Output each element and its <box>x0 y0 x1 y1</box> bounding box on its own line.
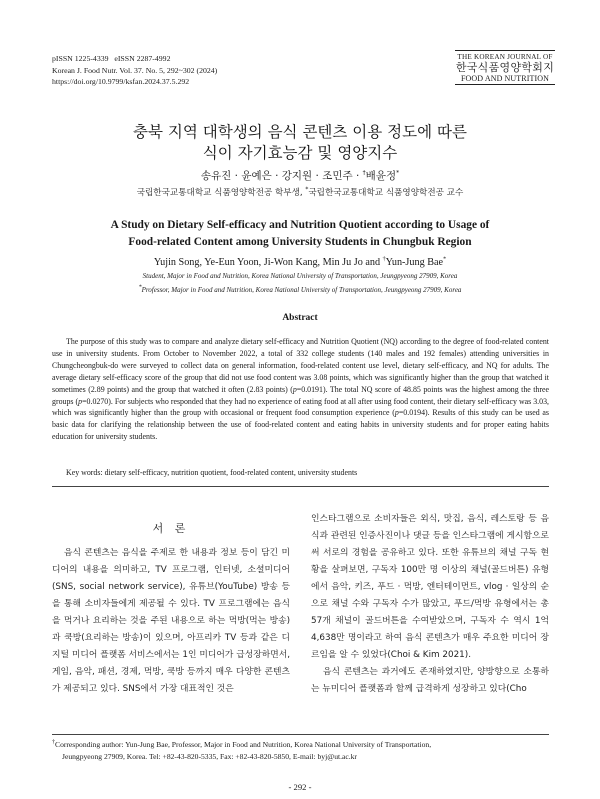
abstract-text-2: =0.0191). The total NQ score of 48.85 points was the highest among the three groups ( <box>52 384 550 406</box>
abstract-text-4: =0.0194). Results of this study can be used as basic data for clarifying the relationship between the use of food-related content and eating habits in university students and for proper eating habits education for university students. <box>52 408 550 442</box>
title-ko-line1: 충북 지역 대학생의 음식 콘텐츠 이용 정도에 따른 <box>133 123 467 141</box>
keywords: Key words: dietary self-efficacy, nutrition quotient, food-related content, university students <box>66 468 358 477</box>
affil-star: * <box>138 284 142 291</box>
affiliation-ko <box>0 186 600 198</box>
journal-name-en-bottom: FOOD AND NUTRITION <box>455 74 555 85</box>
corresponding-mark: † <box>362 169 366 177</box>
affiliation-en-1: Student, Major in Food and Nutrition, Korea National University of Transportation, Jeungpyeong 27909, Korea <box>142 272 458 280</box>
left-column <box>52 545 290 698</box>
corresponding-mark: † <box>382 256 386 263</box>
affiliation-en-2 <box>0 286 600 294</box>
corresponding-author-footnote <box>52 739 552 763</box>
abstract-text-3: =0.0270). For subjects who responded that they had no experience of eating food at all after using food content, their dietary self-efficacy was 3.03, which was significantly higher than the group with occasional or frequent food consumption experience ( <box>52 396 549 418</box>
affil-star: * <box>443 256 447 263</box>
page-number: - 292 - <box>288 782 312 792</box>
affil-star: * <box>305 186 309 194</box>
affil-ko-part2: 국립한국교통대학교 식품영양학전공 교수 <box>308 188 464 198</box>
divider <box>52 486 549 487</box>
journal-name-ko: 한국식품영양학회지 <box>455 61 555 74</box>
p-symbol: p <box>78 396 83 406</box>
title-en-line1: A Study on Dietary Self-efficacy and Nutrition Quotient according to Usage of <box>110 219 490 231</box>
journal-logo <box>455 50 555 85</box>
footnote-divider <box>52 734 549 735</box>
affil-star: * <box>396 169 400 177</box>
p-symbol: p <box>394 408 399 418</box>
p-symbol: p <box>292 384 297 394</box>
title-en-line2: Food-related Content among University Students in Chungbuk Region <box>128 236 472 248</box>
affil-ko-part1: 국립한국교통대학교 식품영양학전공 학부생, <box>136 188 306 198</box>
right-paragraph-2: 음식 콘텐츠는 과거에도 존재하였지만, 양방향으로 소통하는 뉴미디어 플랫폼과 함께 급격하게 성장하고 있다(Cho <box>311 667 549 694</box>
affiliation-en-2-text: Professor, Major in Food and Nutrition, Korea National University of Transportation, Jeungpyeong 27909, Korea <box>141 286 462 294</box>
right-column <box>311 511 549 698</box>
authors-en <box>0 257 600 268</box>
citation-line: Korean J. Food Nutr. Vol. 37. No. 5, 292~302 (2024) <box>52 65 218 75</box>
doi-link[interactable]: https://doi.org/10.9799/ksfan.2024.37.5.292 <box>52 77 190 86</box>
footnote-line-2: Jeungpyeong 27909, Korea. Tel: +82-43-820-5335, Fax: +82-43-820-5850, E-mail: byj@ut.ac.kr <box>62 752 357 761</box>
journal-logo-rule <box>455 50 555 51</box>
paper-title-ko <box>0 122 600 164</box>
footnote-line-1: Corresponding author: Yun-Jung Bae, Professor, Major in Food and Nutrition, Korea National University of Transportation, <box>55 740 432 749</box>
authors-en-list: Yujin Song, Ye-Eun Yoon, Ji-Won Kang, Min Ju Jo and <box>153 257 383 268</box>
left-paragraph-1: 음식 콘텐츠는 음식을 주제로 한 내용과 정보 등이 담긴 미디어의 내용을 의미하고, TV 프로그램, 인터넷, 소셜미디어(SNS, social network service), 유튜브(YouTube) 방송 등을 통해 소비자들에게 제공될 수 있다. TV 프로그램에는 음식을 먹거나 요리하는 것을 주된 내용으로 하는 먹방(먹는 방송)과 쿡방(요리하는 방송)이 있으며, 아프리카 TV 등과 같은 디지털 미디어 플랫폼 서비스에서는 1인 미디어가 급성장하면서, 게임, 음악, 패션, 경제, 먹방, 쿡방 등까지 매우 다양한 콘텐츠가 제공되고 있다. SNS에서 가장 대표적인 것은 <box>52 548 290 694</box>
abstract-heading: Abstract <box>282 313 318 323</box>
journal-name-en-top: THE KOREAN JOURNAL OF <box>457 53 553 61</box>
authors-ko <box>0 168 600 183</box>
abstract-text-1: The purpose of this study was to compare and analyze dietary self-efficacy and Nutrition Quotient (NQ) according to the degree of food-related content use in university students. From October to November 2022, a total of 332 college students (140 males and 192 females) attending universities in Chungcheongbuk-do were surveyed to collect data on general information, food-related content use level, dietary self-efficacy, and NQ for adults. The average dietary self-efficacy score of the group that did not use food content was 3.08 points, which was significantly higher than the group that watched it sometimes (2.89 points) and the group that watched it often (2.83 points) ( <box>52 337 549 394</box>
corresponding-author-en: Yun-Jung Bae <box>385 257 444 268</box>
section-heading-intro: 서 론 <box>152 522 190 535</box>
paper-title-en <box>0 217 600 251</box>
journal-meta <box>52 53 217 88</box>
right-paragraph-1: 인스타그램으로 소비자들은 외식, 맛집, 음식, 레스토랑 등 음식과 관련된 인증사진이나 댓글 등을 인스타그램에 게시함으로써 서로의 경험을 공유하고 있다. 또한 유튜브의 채널 구독 현황을 살펴보면, 구독자 100만 명 이상의 채널(골드버튼) 유형에서 음악, 키즈, 푸드 · 먹방, 엔터테이먼트, vlog · 일상의 순으로 채널 수와 구독자 수가 많았고, 푸드/먹방 유형에서는 총 57개 채널이 골드버튼을 수여받았으며, 구독자 수 역시 1억 4,638만 명이라고 하여 음식 콘텐츠가 매우 주요한 미디어 장르임을 알 수 있었다(Choi & Kim 2021). <box>311 514 549 660</box>
authors-ko-list: 송유진 · 윤예은 · 강지원 · 조민주 · <box>200 170 363 182</box>
corresponding-author-ko: 배윤정 <box>365 170 397 182</box>
footnote-mark: † <box>52 739 55 746</box>
issn-line: pISSN 1225-4339 eISSN 2287-4992 <box>52 54 171 63</box>
abstract-body <box>52 336 549 443</box>
title-ko-line2: 식이 자기효능감 및 영양지수 <box>202 144 398 162</box>
